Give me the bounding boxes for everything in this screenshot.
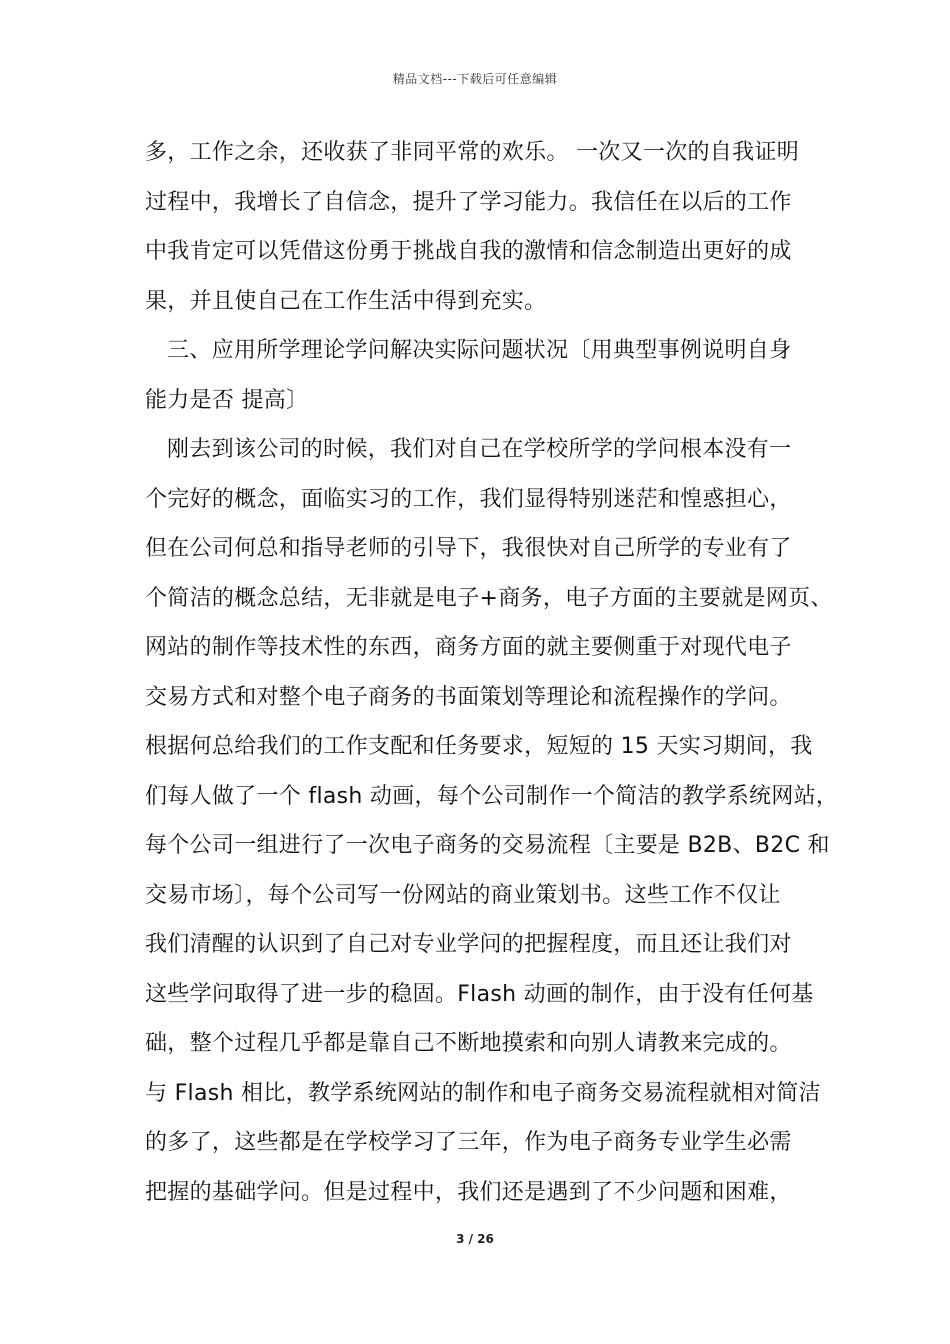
document-body (145, 128, 839, 1217)
text-line: 交易市场〕，每个公司写一份网站的商业策划书。这些工作不仅让 (145, 882, 781, 908)
text-line: 我们清醒的认识到了自己对专业学问的把握程度，而且还让我们对 (145, 932, 792, 957)
page-number: 3 / 26 (456, 1232, 494, 1246)
text-line: 这些学问取得了进一步的稳固。Flash 动画的制作，由于没有任何基 (145, 981, 814, 1007)
section-heading-line: 能力是否 提高〕 (145, 387, 309, 413)
text-line: 根据何总给我们的工作支配和任务要求，短短的 15 天实习期间，我 (145, 734, 813, 759)
text-line: 果，并且使自己在工作生活中得到充实。 (145, 288, 547, 314)
text-line: 过程中，我增长了自信念，提升了学习能力。我信任在以后的工作 (145, 189, 792, 215)
page-header: 精品文档---下载后可任意编辑 (392, 72, 558, 86)
text-line: 个完好的概念，面临实习的工作，我们显得特别迷茫和惶惑担心， (145, 486, 792, 512)
text-line: 但在公司何总和指导老师的引导下，我很快对自己所学的专业有了 (145, 536, 792, 561)
text-line: 网站的制作等技术性的东西，商务方面的就主要侧重于对现代电子 (145, 635, 792, 660)
text-line: 个简洁的概念总结，无非就是电子+商务，电子方面的主要就是网页、 (145, 585, 833, 611)
text-line: 中我肯定可以凭借这份勇于挑战自我的激情和信念制造出更好的成 (145, 239, 792, 264)
text-line: 础，整个过程几乎都是靠自己不断地摸索和向别人请教来完成的。 (145, 1031, 792, 1056)
text-line: 的多了，这些都是在学校学习了三年，作为电子商务专业学生必需 (145, 1130, 792, 1155)
text-line: 们每人做了一个 flash 动画，每个公司制作一个简洁的教学系统网站， (145, 783, 839, 809)
text-line: 每个公司一组进行了一次电子商务的交易流程〔主要是 B2B、B2C 和 (145, 833, 830, 858)
text-line: 把握的基础学问。但是过程中，我们还是遇到了不少问题和困难， (145, 1179, 792, 1205)
text-line: 交易方式和对整个电子商务的书面策划等理论和流程操作的学问。 (145, 684, 792, 710)
text-line: 与 Flash 相比，教学系统网站的制作和电子商务交易流程就相对简洁 (145, 1080, 821, 1106)
text-line: 多，工作之余，还收获了非同平常的欢乐。 一次又一次的自我证明 (145, 140, 799, 165)
text-line: 刚去到该公司的时候，我们对自己在学校所学的学问根本没有一 (167, 437, 792, 462)
section-heading-line: 三、应用所学理论学问解决实际问题状况〔用典型事例说明自身 (167, 338, 792, 363)
